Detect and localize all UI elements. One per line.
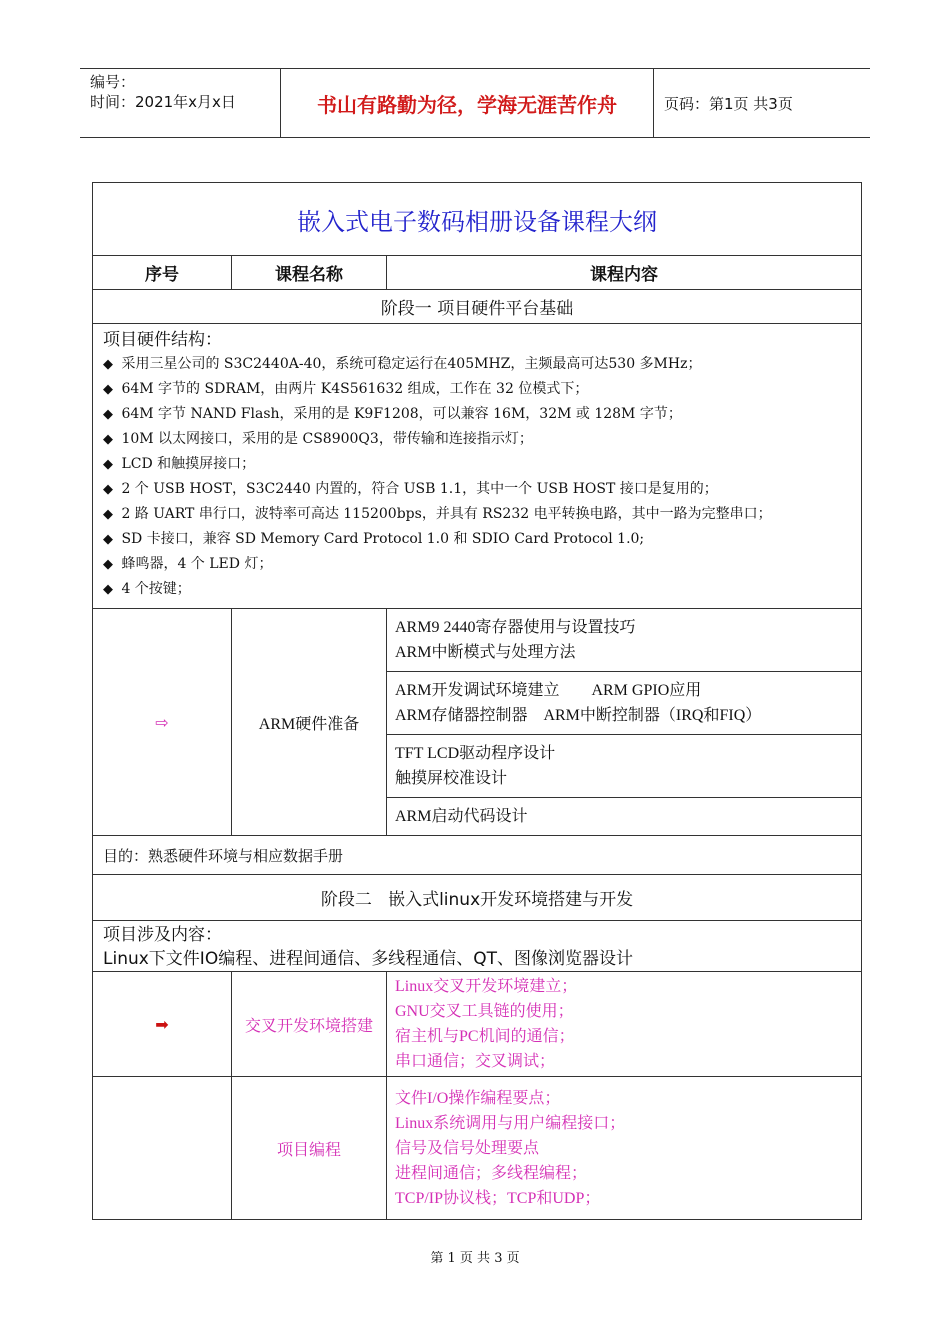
list-item: ◆ 64M 字节的 SDRAM，由两片 K4S561632 组成，工作在 32 位模式下； <box>103 377 853 402</box>
stage2-course2-name: 项目编程 <box>232 1077 387 1220</box>
list-item: ◆ 64M 字节 NAND Flash，采用的是 K9F1208，可以兼容 16M，32M 或 128M 字节； <box>103 402 853 427</box>
diamond-bullet-icon: ◆ <box>103 407 113 422</box>
header-motto: 书山有路勤为径，学海无涯苦作舟 <box>281 69 654 137</box>
hollow-arrow-icon: ⇨ <box>155 712 169 732</box>
diamond-bullet-icon: ◆ <box>103 457 113 472</box>
diamond-bullet-icon: ◆ <box>103 507 113 522</box>
number-label: 编号： <box>90 73 136 91</box>
course-content: ARM9 2440寄存器使用与设置技巧 ARM中断模式与处理方法 <box>387 609 862 672</box>
column-header-course-name: 课程名称 <box>232 256 387 290</box>
stage2-course2-index <box>93 1077 232 1220</box>
stage2-course1-index <box>93 972 232 1077</box>
time-label: 时间：2021年x月x日 <box>90 93 236 111</box>
syllabus-table <box>92 182 862 1220</box>
column-header-course-content: 课程内容 <box>387 256 862 290</box>
list-item: ◆ SD 卡接口，兼容 SD Memory Card Protocol 1.0 和 SDIO Card Protocol 1.0; <box>103 527 853 552</box>
diamond-bullet-icon: ◆ <box>103 557 113 572</box>
diamond-bullet-icon: ◆ <box>103 582 113 597</box>
syllabus-title: 嵌入式电子数码相册设备课程大纲 <box>93 183 862 256</box>
diamond-bullet-icon: ◆ <box>103 532 113 547</box>
stage2-title: 阶段二 嵌入式linux开发环境搭建与开发 <box>93 875 862 921</box>
course-content: TFT LCD驱动程序设计 触摸屏校准设计 <box>387 735 862 798</box>
page-header <box>80 68 870 138</box>
hardware-title: 项目硬件结构： <box>103 330 222 350</box>
course-content: ARM开发调试环境建立 ARM GPIO应用 ARM存储器控制器 ARM中断控制器（IRQ和FIQ） <box>387 672 862 735</box>
stage1-course-name: ARM硬件准备 <box>232 609 387 836</box>
list-item: ◆ LCD 和触摸屏接口； <box>103 452 853 477</box>
involve-text: Linux下文件IO编程、进程间通信、多线程通信、QT、图像浏览器设计 <box>103 949 633 969</box>
course-content: ARM启动代码设计 <box>387 798 862 836</box>
course-content: Linux交叉开发环境建立； GNU交叉工具链的使用； 宿主机与PC机间的通信； 串口通信；交叉调试； <box>387 972 862 1077</box>
stage2-course1-name: 交叉开发环境搭建 <box>232 972 387 1077</box>
stage2-involve <box>93 921 862 972</box>
list-item: ◆ 2 个 USB HOST，S3C2440 内置的，符合 USB 1.1，其中一个 USB HOST 接口是复用的； <box>103 477 853 502</box>
stage1-title: 阶段一 项目硬件平台基础 <box>93 290 862 324</box>
diamond-bullet-icon: ◆ <box>103 382 113 397</box>
stage1-purpose: 目的：熟悉硬件环境与相应数据手册 <box>93 836 862 875</box>
list-item: ◆ 4 个按键； <box>103 577 853 602</box>
list-item: ◆ 采用三星公司的 S3C2440A-40，系统可稳定运行在405MHZ，主频最高可达530 多MHz； <box>103 352 853 377</box>
diamond-bullet-icon: ◆ <box>103 482 113 497</box>
page-footer: 第 1 页 共 3 页 <box>430 1251 520 1266</box>
list-item: ◆ 10M 以太网接口，采用的是 CS8900Q3，带传输和连接指示灯； <box>103 427 853 452</box>
header-meta <box>80 69 281 137</box>
header-page-label: 页码：第1页 共3页 <box>664 94 793 113</box>
list-item: ◆ 2 路 UART 串行口，波特率可高达 115200bps，并具有 RS232 电平转换电路，其中一路为完整串口； <box>103 502 853 527</box>
diamond-bullet-icon: ◆ <box>103 432 113 447</box>
course-content: 文件I/O操作编程要点； Linux系统调用与用户编程接口； 信号及信号处理要点 进程间通信；多线程编程； TCP/IP协议栈；TCP和UDP； <box>387 1077 862 1220</box>
hardware-structure <box>93 324 862 609</box>
diamond-bullet-icon: ◆ <box>103 357 113 372</box>
column-header-index: 序号 <box>93 256 232 290</box>
filled-arrow-icon: ➡ <box>155 1014 169 1034</box>
list-item: ◆ 蜂鸣器，4 个 LED 灯； <box>103 552 853 577</box>
involve-title: 项目涉及内容： <box>103 925 222 945</box>
stage1-course-index <box>93 609 232 836</box>
